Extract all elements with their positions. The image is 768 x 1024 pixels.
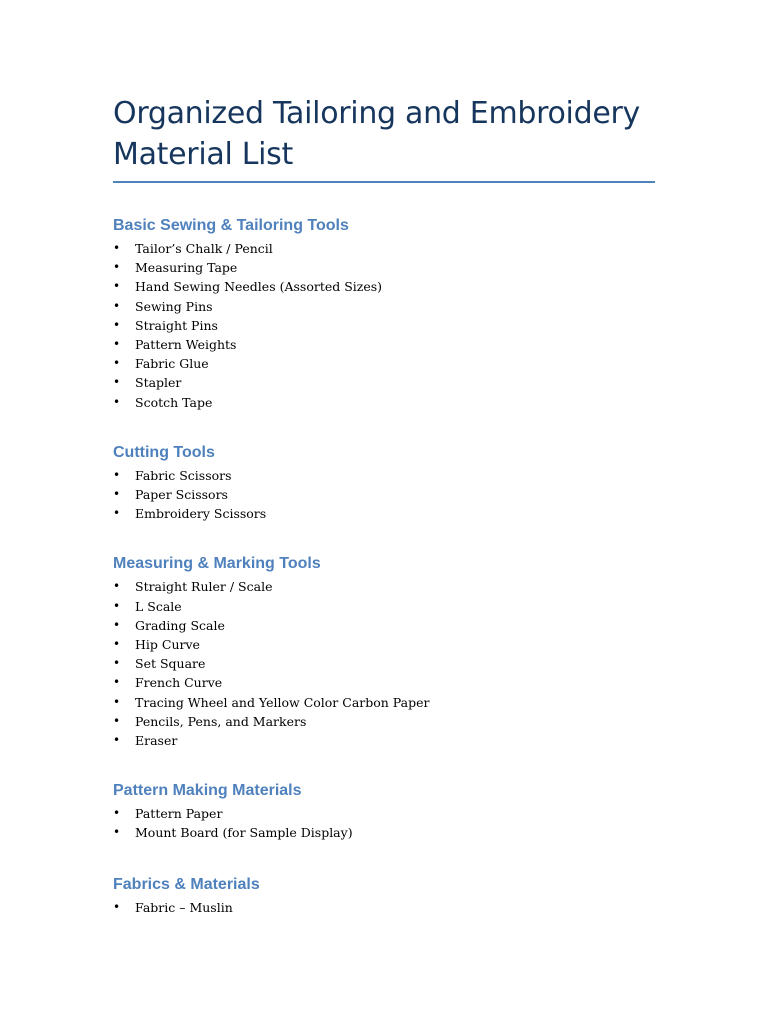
list-item	[113, 297, 655, 316]
list-item-text: Pattern Paper	[135, 806, 223, 822]
bullet-icon: •	[113, 825, 121, 840]
list-item	[113, 731, 655, 750]
list-item-text: Sewing Pins	[135, 298, 213, 314]
bullet-icon: •	[113, 637, 121, 652]
list-item-text: Straight Pins	[135, 317, 218, 333]
bullet-icon: •	[113, 467, 121, 482]
bullet-icon: •	[113, 899, 121, 914]
list-item-text: Pattern Weights	[135, 337, 237, 353]
bullet-icon: •	[113, 675, 121, 690]
list-item-text: Eraser	[135, 733, 178, 749]
list-item	[113, 712, 655, 731]
bullet-icon: •	[113, 617, 121, 632]
bullet-icon: •	[113, 656, 121, 671]
section-heading: Fabrics & Materials	[113, 875, 260, 893]
list-item	[113, 316, 655, 335]
list-item-text: Tailor’s Chalk / Pencil	[135, 241, 273, 256]
list-item-text: Set Square	[135, 656, 206, 672]
list-item	[113, 823, 655, 842]
item-list	[113, 466, 655, 524]
item-list	[113, 898, 655, 917]
list-item-text: Fabric – Muslin	[135, 899, 233, 915]
list-item	[113, 804, 655, 823]
list-item-text: Hip Curve	[135, 637, 200, 653]
section-pattern-making-materials	[113, 781, 655, 842]
list-item-text: Paper Scissors	[135, 487, 228, 503]
list-item	[113, 466, 655, 485]
list-item	[113, 577, 655, 596]
bullet-icon: •	[113, 375, 121, 390]
bullet-icon: •	[113, 694, 121, 709]
section-fabrics-materials	[113, 875, 655, 917]
list-item	[113, 393, 655, 412]
list-item	[113, 373, 655, 392]
section-heading: Measuring & Marking Tools	[113, 555, 321, 573]
list-item-text: Hand Sewing Needles (Assorted Sizes)	[135, 279, 383, 295]
item-list	[113, 577, 655, 750]
list-item	[113, 673, 655, 692]
list-item-text: Fabric Glue	[135, 356, 209, 372]
list-item	[113, 597, 655, 616]
item-list	[113, 804, 655, 842]
list-item	[113, 258, 655, 277]
bullet-icon: •	[113, 298, 121, 313]
list-item-text: Pencils, Pens, and Markers	[135, 713, 307, 729]
section-heading: Pattern Making Materials	[113, 782, 302, 800]
list-item	[113, 354, 655, 373]
title-underline	[113, 181, 655, 183]
document-page	[113, 93, 655, 917]
bullet-icon: •	[113, 337, 121, 352]
list-item	[113, 239, 655, 258]
list-item	[113, 693, 655, 712]
list-item-text: Embroidery Scissors	[135, 506, 267, 522]
list-item-text: Stapler	[135, 375, 182, 391]
bullet-icon: •	[113, 241, 121, 255]
list-item-text: Fabric Scissors	[135, 467, 232, 483]
section-basic-sewing-tools	[113, 216, 655, 412]
page-title: Organized Tailoring and Embroidery Material List	[113, 96, 640, 172]
section-measuring-marking-tools	[113, 554, 655, 750]
list-item	[113, 898, 655, 917]
list-item-text: Straight Ruler / Scale	[135, 579, 273, 595]
bullet-icon: •	[113, 260, 121, 275]
bullet-icon: •	[113, 713, 121, 728]
bullet-icon: •	[113, 356, 121, 371]
list-item-text: L Scale	[135, 598, 182, 614]
list-item	[113, 335, 655, 354]
list-item	[113, 277, 655, 296]
list-item-text: Measuring Tape	[135, 260, 238, 276]
bullet-icon: •	[113, 506, 121, 521]
list-item	[113, 504, 655, 523]
item-list	[113, 239, 655, 412]
list-item	[113, 485, 655, 504]
list-item-text: Tracing Wheel and Yellow Color Carbon Paper	[135, 694, 430, 710]
section-cutting-tools	[113, 443, 655, 524]
list-item-text: Scotch Tape	[135, 394, 213, 410]
bullet-icon: •	[113, 317, 121, 332]
list-item	[113, 635, 655, 654]
list-item	[113, 616, 655, 635]
bullet-icon: •	[113, 279, 121, 294]
list-item-text: Mount Board (for Sample Display)	[135, 825, 353, 841]
bullet-icon: •	[113, 394, 121, 409]
section-heading: Cutting Tools	[113, 443, 215, 461]
list-item-text: French Curve	[135, 675, 223, 691]
list-item-text: Grading Scale	[135, 617, 225, 633]
bullet-icon: •	[113, 487, 121, 502]
section-heading: Basic Sewing & Tailoring Tools	[113, 217, 349, 234]
bullet-icon: •	[113, 598, 121, 613]
bullet-icon: •	[113, 579, 121, 594]
bullet-icon: •	[113, 806, 121, 821]
bullet-icon: •	[113, 733, 121, 748]
list-item	[113, 654, 655, 673]
